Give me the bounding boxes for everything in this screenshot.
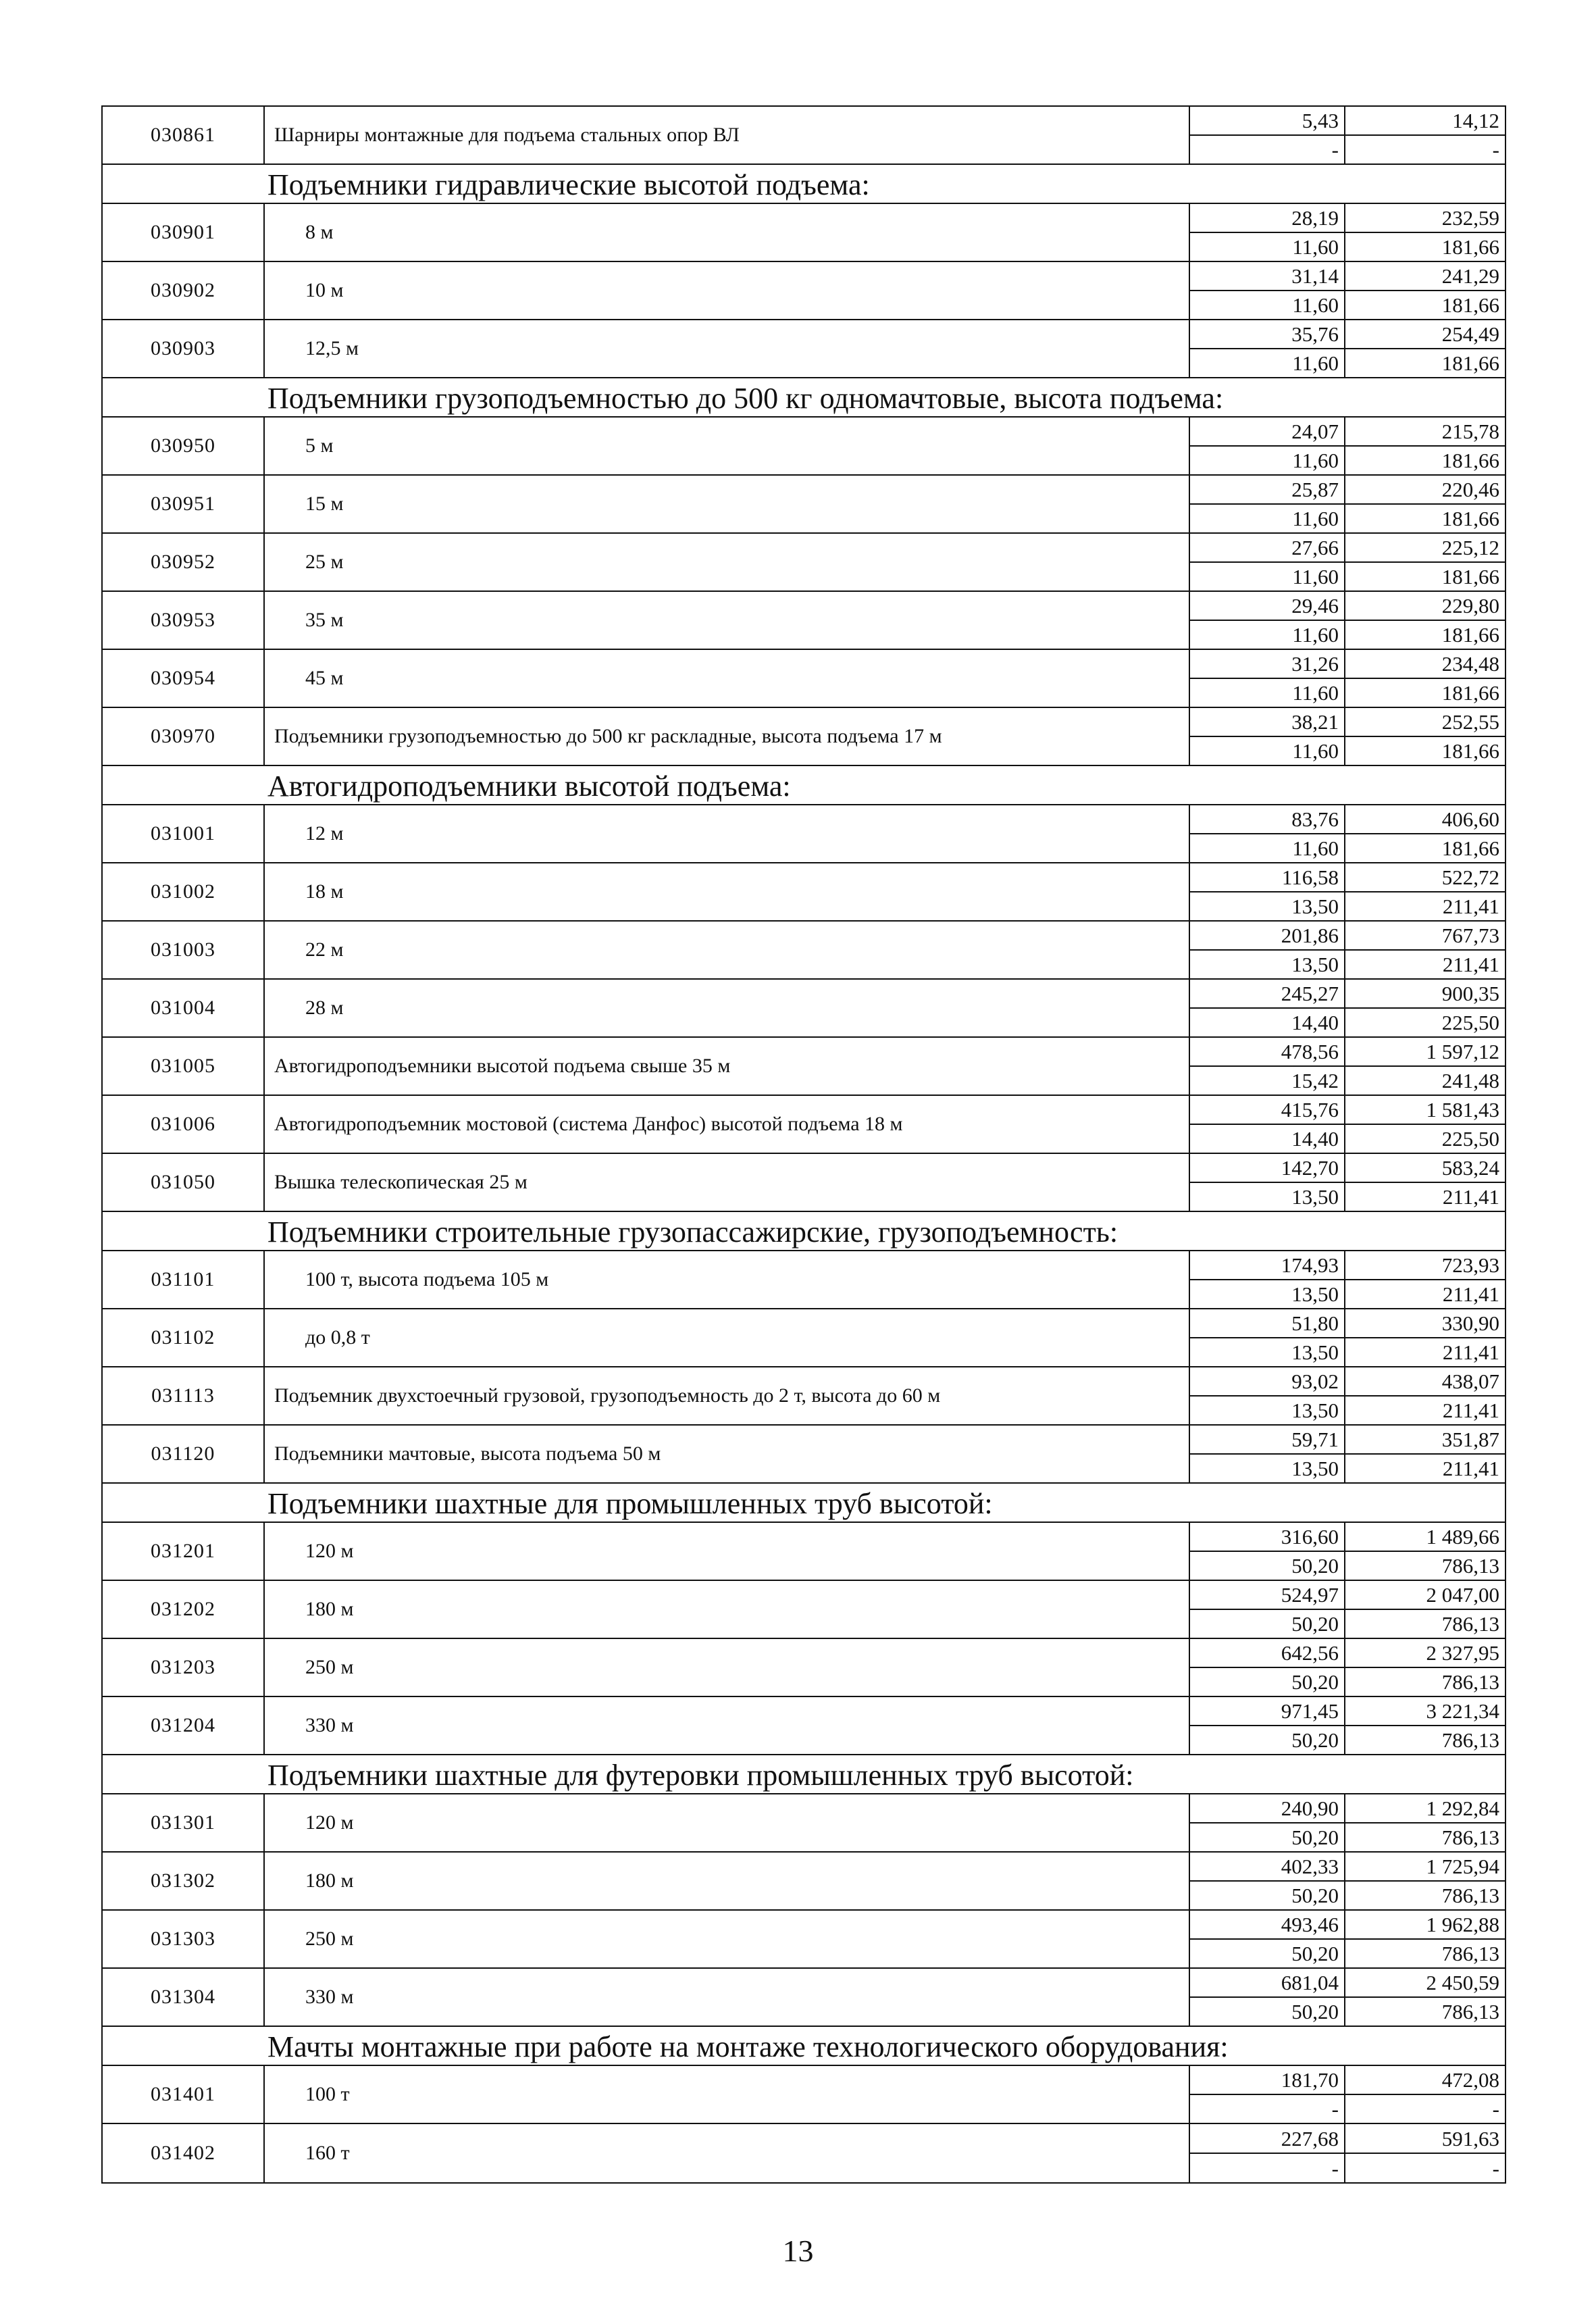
item-name: 180 м — [265, 1853, 1190, 1909]
rate-value-converted: 232,59 — [1345, 204, 1505, 233]
table-row — [103, 863, 1505, 922]
wage-value-converted: 181,66 — [1441, 449, 1499, 472]
rate-value: 316,60 — [1190, 1523, 1344, 1552]
rate-cell-total — [1190, 107, 1345, 164]
item-name: 120 м — [265, 1794, 1190, 1851]
rate-cell-total — [1190, 1697, 1345, 1754]
rate-value: 245,27 — [1190, 980, 1344, 1009]
rate-cell-converted — [1345, 418, 1505, 474]
rate-cell-converted — [1345, 1697, 1505, 1754]
rate-value: 478,56 — [1190, 1038, 1344, 1067]
item-code: 031113 — [103, 1367, 265, 1424]
table-row — [103, 980, 1505, 1038]
rate-cell-converted — [1345, 1794, 1505, 1851]
item-name: Подъемники мачтовые, высота подъема 50 м — [265, 1426, 1190, 1482]
wage-value-converted: 181,66 — [1441, 565, 1499, 588]
item-code: 031303 — [103, 1911, 265, 1967]
rate-value: 24,07 — [1190, 418, 1344, 447]
rate-cell-total — [1190, 1038, 1345, 1095]
rate-cell-total — [1190, 204, 1345, 261]
rate-value: 415,76 — [1190, 1096, 1344, 1125]
table-row — [103, 1969, 1505, 2027]
item-name: 35 м — [265, 592, 1190, 649]
table-row — [103, 805, 1505, 863]
item-code: 030902 — [103, 262, 265, 319]
rate-cell-converted — [1345, 1154, 1505, 1211]
table-row — [103, 1853, 1505, 1911]
item-code: 030970 — [103, 708, 265, 765]
rate-cell-converted — [1345, 922, 1505, 978]
wage-value-converted: 786,13 — [1441, 1826, 1499, 1849]
item-code: 031304 — [103, 1969, 265, 2026]
item-code: 030951 — [103, 476, 265, 532]
rate-cell-total — [1190, 262, 1345, 319]
table-row — [103, 1309, 1505, 1367]
rate-cell-converted — [1345, 1309, 1505, 1366]
item-name: 10 м — [265, 262, 1190, 319]
rate-value: 181,70 — [1190, 2066, 1344, 2095]
wage-value: 14,40 — [1291, 1011, 1339, 1034]
rate-cell-total — [1190, 2124, 1345, 2182]
rate-cell-converted — [1345, 1426, 1505, 1482]
item-code: 030954 — [103, 650, 265, 707]
wage-value: 13,50 — [1291, 1282, 1339, 1306]
wage-value: 11,60 — [1292, 449, 1339, 472]
rate-value-converted: 522,72 — [1345, 863, 1505, 892]
wage-value-converted: 181,66 — [1441, 351, 1499, 375]
rate-cell-total — [1190, 1154, 1345, 1211]
rate-value: 524,97 — [1190, 1581, 1344, 1610]
item-name: Автогидроподъемник мостовой (система Данфос) высотой подъема 18 м — [265, 1096, 1190, 1153]
item-code: 030950 — [103, 418, 265, 474]
rate-cell-total — [1190, 1911, 1345, 1967]
item-name: 250 м — [265, 1911, 1190, 1967]
table-row — [103, 262, 1505, 320]
wage-value-converted: 211,41 — [1442, 895, 1499, 918]
wage-value: 50,20 — [1291, 1670, 1339, 1694]
item-name: Подъемники грузоподъемностью до 500 кг раскладные, высота подъема 17 м — [265, 708, 1190, 765]
rate-value: 174,93 — [1190, 1251, 1344, 1280]
table-row — [103, 2124, 1505, 2182]
table-row — [103, 1096, 1505, 1154]
wage-value-converted: 181,66 — [1441, 739, 1499, 763]
rate-value-converted: 3 221,34 — [1345, 1697, 1505, 1726]
rate-value: 29,46 — [1190, 592, 1344, 621]
rate-cell-total — [1190, 1969, 1345, 2026]
wage-value: 13,50 — [1291, 1399, 1339, 1422]
wage-value-converted: 181,66 — [1441, 507, 1499, 530]
wage-value-converted: 786,13 — [1441, 1728, 1499, 1752]
rate-cell-converted — [1345, 1251, 1505, 1308]
item-code: 031003 — [103, 922, 265, 978]
rate-cell-total — [1190, 1581, 1345, 1638]
item-name: 180 м — [265, 1581, 1190, 1638]
item-name: 250 м — [265, 1639, 1190, 1696]
rate-cell-converted — [1345, 650, 1505, 707]
item-code: 031202 — [103, 1581, 265, 1638]
wage-value: 50,20 — [1291, 2000, 1339, 2023]
rate-value-converted: 583,24 — [1345, 1154, 1505, 1183]
rate-value-converted: 723,93 — [1345, 1251, 1505, 1280]
rate-cell-total — [1190, 1309, 1345, 1366]
rate-value-converted: 2 047,00 — [1345, 1581, 1505, 1610]
wage-value: 50,20 — [1291, 1612, 1339, 1636]
rate-cell-converted — [1345, 1969, 1505, 2026]
rate-value: 35,76 — [1190, 320, 1344, 349]
rate-value: 27,66 — [1190, 534, 1344, 563]
rate-value: 201,86 — [1190, 922, 1344, 951]
rate-value-converted: 1 725,94 — [1345, 1853, 1505, 1882]
item-name: 12,5 м — [265, 320, 1190, 377]
item-name: 18 м — [265, 863, 1190, 920]
rate-cell-converted — [1345, 107, 1505, 164]
wage-value: 11,60 — [1292, 293, 1339, 317]
item-code: 031001 — [103, 805, 265, 862]
section-title: Подъемники шахтные для футеровки промышленных труб высотой: — [103, 1755, 1505, 1794]
item-name: 330 м — [265, 1969, 1190, 2026]
wage-value: 13,50 — [1291, 1340, 1339, 1364]
rate-cell-converted — [1345, 863, 1505, 920]
item-name: 120 м — [265, 1523, 1190, 1580]
rates-table — [101, 105, 1506, 2184]
rate-value: 25,87 — [1190, 476, 1344, 505]
rate-value: 642,56 — [1190, 1639, 1344, 1668]
rate-value-converted: 252,55 — [1345, 708, 1505, 737]
rate-value-converted: 472,08 — [1345, 2066, 1505, 2095]
wage-value-converted: 211,41 — [1442, 1457, 1499, 1480]
rate-value-converted: 234,48 — [1345, 650, 1505, 679]
wage-value: 13,50 — [1291, 1185, 1339, 1209]
wage-value: 13,50 — [1291, 895, 1339, 918]
wage-value-converted: 181,66 — [1441, 235, 1499, 259]
rate-cell-converted — [1345, 204, 1505, 261]
wage-value-converted: 241,48 — [1441, 1069, 1499, 1092]
table-row — [103, 1038, 1505, 1096]
rate-value-converted: 1 962,88 — [1345, 1911, 1505, 1940]
rate-cell-total — [1190, 1523, 1345, 1580]
rate-cell-total — [1190, 1639, 1345, 1696]
item-code: 030953 — [103, 592, 265, 649]
wage-value: 15,42 — [1291, 1069, 1339, 1092]
item-code: 031203 — [103, 1639, 265, 1696]
rate-value-converted: 438,07 — [1345, 1367, 1505, 1397]
item-name: 100 т — [265, 2066, 1190, 2123]
item-code: 031120 — [103, 1426, 265, 1482]
section-title: Подъемники грузоподъемностью до 500 кг одномачтовые, высота подъема: — [103, 378, 1505, 418]
wage-value: - — [1331, 2097, 1339, 2121]
wage-value: 50,20 — [1291, 1554, 1339, 1578]
wage-value: 50,20 — [1291, 1942, 1339, 1965]
rate-cell-total — [1190, 980, 1345, 1036]
rate-cell-converted — [1345, 592, 1505, 649]
wage-value: 13,50 — [1291, 1457, 1339, 1480]
rate-value-converted: 330,90 — [1345, 1309, 1505, 1338]
rate-value: 227,68 — [1190, 2124, 1344, 2154]
rate-value-converted: 351,87 — [1345, 1426, 1505, 1455]
item-name: Подъемник двухстоечный грузовой, грузоподъемность до 2 т, высота до 60 м — [265, 1367, 1190, 1424]
item-code: 031006 — [103, 1096, 265, 1153]
wage-value: 14,40 — [1291, 1127, 1339, 1151]
wage-value-converted: - — [1492, 2156, 1499, 2180]
rate-cell-total — [1190, 922, 1345, 978]
item-name: 160 т — [265, 2124, 1190, 2182]
wage-value-converted: 786,13 — [1441, 2000, 1499, 2023]
item-name: до 0,8 т — [265, 1309, 1190, 1366]
wage-value: 11,60 — [1292, 351, 1339, 375]
item-code: 031301 — [103, 1794, 265, 1851]
item-code: 031402 — [103, 2124, 265, 2182]
wage-value: - — [1331, 138, 1339, 161]
rate-value-converted: 225,12 — [1345, 534, 1505, 563]
wage-value-converted: 181,66 — [1441, 836, 1499, 860]
rate-value: 971,45 — [1190, 1697, 1344, 1726]
table-row — [103, 320, 1505, 378]
rate-cell-total — [1190, 1794, 1345, 1851]
rate-value-converted: 2 327,95 — [1345, 1639, 1505, 1668]
rate-value: 28,19 — [1190, 204, 1344, 233]
section-title: Автогидроподъемники высотой подъема: — [103, 766, 1505, 805]
item-code: 031002 — [103, 863, 265, 920]
rate-cell-converted — [1345, 320, 1505, 377]
rate-cell-converted — [1345, 2066, 1505, 2123]
wage-value: 11,60 — [1292, 623, 1339, 647]
wage-value-converted: 211,41 — [1442, 1185, 1499, 1209]
item-name: Шарниры монтажные для подъема стальных опор ВЛ — [265, 107, 1190, 164]
wage-value-converted: 211,41 — [1442, 1399, 1499, 1422]
rate-cell-converted — [1345, 1853, 1505, 1909]
section-title: Мачты монтажные при работе на монтаже технологического оборудования: — [103, 2027, 1505, 2066]
wage-value-converted: 786,13 — [1441, 1670, 1499, 1694]
rate-cell-converted — [1345, 1038, 1505, 1095]
item-code: 031005 — [103, 1038, 265, 1095]
rate-value: 116,58 — [1190, 863, 1344, 892]
item-code: 031102 — [103, 1309, 265, 1366]
item-name: Вышка телескопическая 25 м — [265, 1154, 1190, 1211]
item-code: 031204 — [103, 1697, 265, 1754]
table-row — [103, 418, 1505, 476]
wage-value: 50,20 — [1291, 1884, 1339, 1907]
rate-value-converted: 2 450,59 — [1345, 1969, 1505, 1998]
item-code: 030903 — [103, 320, 265, 377]
rate-cell-total — [1190, 2066, 1345, 2123]
rate-cell-total — [1190, 534, 1345, 590]
item-code: 031004 — [103, 980, 265, 1036]
item-name: Автогидроподъемники высотой подъема свыше 35 м — [265, 1038, 1190, 1095]
item-name: 12 м — [265, 805, 1190, 862]
rate-value-converted: 14,12 — [1345, 107, 1505, 136]
rate-value-converted: 767,73 — [1345, 922, 1505, 951]
rate-value: 31,26 — [1190, 650, 1344, 679]
rate-value: 83,76 — [1190, 805, 1344, 834]
rate-value: 681,04 — [1190, 1969, 1344, 1998]
item-code: 031050 — [103, 1154, 265, 1211]
item-code: 030952 — [103, 534, 265, 590]
rate-value: 51,80 — [1190, 1309, 1344, 1338]
table-row — [103, 204, 1505, 262]
rate-cell-converted — [1345, 476, 1505, 532]
rate-cell-total — [1190, 863, 1345, 920]
rate-cell-total — [1190, 1853, 1345, 1909]
page-number: 13 — [782, 2234, 814, 2268]
rate-value-converted: 1 292,84 — [1345, 1794, 1505, 1823]
rate-cell-converted — [1345, 708, 1505, 765]
wage-value: 11,60 — [1292, 836, 1339, 860]
wage-value-converted: 225,50 — [1441, 1127, 1499, 1151]
wage-value: 11,60 — [1292, 565, 1339, 588]
rate-cell-converted — [1345, 534, 1505, 590]
table-row — [103, 1426, 1505, 1484]
rate-value-converted: 1 489,66 — [1345, 1523, 1505, 1552]
rate-cell-converted — [1345, 262, 1505, 319]
rate-cell-total — [1190, 476, 1345, 532]
rate-cell-converted — [1345, 1523, 1505, 1580]
table-row — [103, 2066, 1505, 2124]
item-name: 5 м — [265, 418, 1190, 474]
item-code: 031101 — [103, 1251, 265, 1308]
table-row — [103, 1697, 1505, 1755]
rate-cell-converted — [1345, 2124, 1505, 2182]
section-title: Подъемники гидравлические высотой подъема: — [103, 165, 1505, 204]
wage-value-converted: 786,13 — [1441, 1612, 1499, 1636]
wage-value: 50,20 — [1291, 1826, 1339, 1849]
rate-value-converted: 1 581,43 — [1345, 1096, 1505, 1125]
item-name: 25 м — [265, 534, 1190, 590]
table-row — [103, 1523, 1505, 1581]
rate-value-converted: 254,49 — [1345, 320, 1505, 349]
wage-value-converted: 211,41 — [1442, 1340, 1499, 1364]
rate-cell-total — [1190, 650, 1345, 707]
rate-cell-total — [1190, 708, 1345, 765]
rate-cell-total — [1190, 1251, 1345, 1308]
table-row — [103, 476, 1505, 534]
wage-value: 50,20 — [1291, 1728, 1339, 1752]
item-code: 030901 — [103, 204, 265, 261]
rate-value: 240,90 — [1190, 1794, 1344, 1823]
rate-cell-converted — [1345, 1639, 1505, 1696]
rate-cell-converted — [1345, 1096, 1505, 1153]
rate-value: 93,02 — [1190, 1367, 1344, 1397]
wage-value-converted: - — [1492, 138, 1499, 161]
wage-value-converted: 181,66 — [1441, 681, 1499, 705]
item-name: 330 м — [265, 1697, 1190, 1754]
rate-cell-converted — [1345, 1367, 1505, 1424]
table-row — [103, 1794, 1505, 1853]
rate-cell-converted — [1345, 805, 1505, 862]
item-code: 031401 — [103, 2066, 265, 2123]
table-row — [103, 1154, 1505, 1212]
table-row — [103, 1581, 1505, 1639]
item-name: 22 м — [265, 922, 1190, 978]
wage-value: 11,60 — [1292, 235, 1339, 259]
rate-value: 493,46 — [1190, 1911, 1344, 1940]
table-row — [103, 1639, 1505, 1697]
wage-value-converted: 211,41 — [1442, 1282, 1499, 1306]
item-code: 031302 — [103, 1853, 265, 1909]
rate-value: 142,70 — [1190, 1154, 1344, 1183]
rate-value: 5,43 — [1190, 107, 1344, 136]
wage-value: 11,60 — [1292, 739, 1339, 763]
item-code: 030861 — [103, 107, 265, 164]
table-row — [103, 708, 1505, 766]
table-row — [103, 107, 1505, 165]
table-row — [103, 1251, 1505, 1309]
rate-cell-total — [1190, 592, 1345, 649]
wage-value-converted: 181,66 — [1441, 293, 1499, 317]
item-name: 45 м — [265, 650, 1190, 707]
rate-value-converted: 1 597,12 — [1345, 1038, 1505, 1067]
rate-value-converted: 229,80 — [1345, 592, 1505, 621]
table-row — [103, 922, 1505, 980]
wage-value-converted: 786,13 — [1441, 1884, 1499, 1907]
table-row — [103, 650, 1505, 708]
rate-value-converted: 406,60 — [1345, 805, 1505, 834]
item-name: 100 т, высота подъема 105 м — [265, 1251, 1190, 1308]
item-name: 8 м — [265, 204, 1190, 261]
rate-value-converted: 215,78 — [1345, 418, 1505, 447]
table-row — [103, 1367, 1505, 1426]
table-row — [103, 592, 1505, 650]
rate-cell-total — [1190, 1367, 1345, 1424]
rate-cell-converted — [1345, 980, 1505, 1036]
section-title: Подъемники строительные грузопассажирские, грузоподъемность: — [103, 1212, 1505, 1251]
rate-cell-total — [1190, 320, 1345, 377]
wage-value: 11,60 — [1292, 507, 1339, 530]
table-row — [103, 1911, 1505, 1969]
rate-value: 59,71 — [1190, 1426, 1344, 1455]
rate-cell-total — [1190, 1096, 1345, 1153]
rate-value: 38,21 — [1190, 708, 1344, 737]
rate-value-converted: 220,46 — [1345, 476, 1505, 505]
rate-value: 31,14 — [1190, 262, 1344, 291]
rate-value-converted: 591,63 — [1345, 2124, 1505, 2154]
wage-value: 11,60 — [1292, 681, 1339, 705]
rate-cell-total — [1190, 805, 1345, 862]
rate-cell-total — [1190, 418, 1345, 474]
wage-value-converted: - — [1492, 2097, 1499, 2121]
section-title: Подъемники шахтные для промышленных труб высотой: — [103, 1484, 1505, 1523]
rate-cell-converted — [1345, 1581, 1505, 1638]
wage-value: 13,50 — [1291, 953, 1339, 976]
rate-value: 402,33 — [1190, 1853, 1344, 1882]
rate-value-converted: 241,29 — [1345, 262, 1505, 291]
wage-value-converted: 225,50 — [1441, 1011, 1499, 1034]
table-row — [103, 534, 1505, 592]
wage-value-converted: 786,13 — [1441, 1554, 1499, 1578]
wage-value: - — [1331, 2156, 1339, 2180]
item-name: 28 м — [265, 980, 1190, 1036]
wage-value-converted: 211,41 — [1442, 953, 1499, 976]
wage-value-converted: 181,66 — [1441, 623, 1499, 647]
rate-cell-total — [1190, 1426, 1345, 1482]
rate-cell-converted — [1345, 1911, 1505, 1967]
wage-value-converted: 786,13 — [1441, 1942, 1499, 1965]
rate-value-converted: 900,35 — [1345, 980, 1505, 1009]
item-name: 15 м — [265, 476, 1190, 532]
item-code: 031201 — [103, 1523, 265, 1580]
